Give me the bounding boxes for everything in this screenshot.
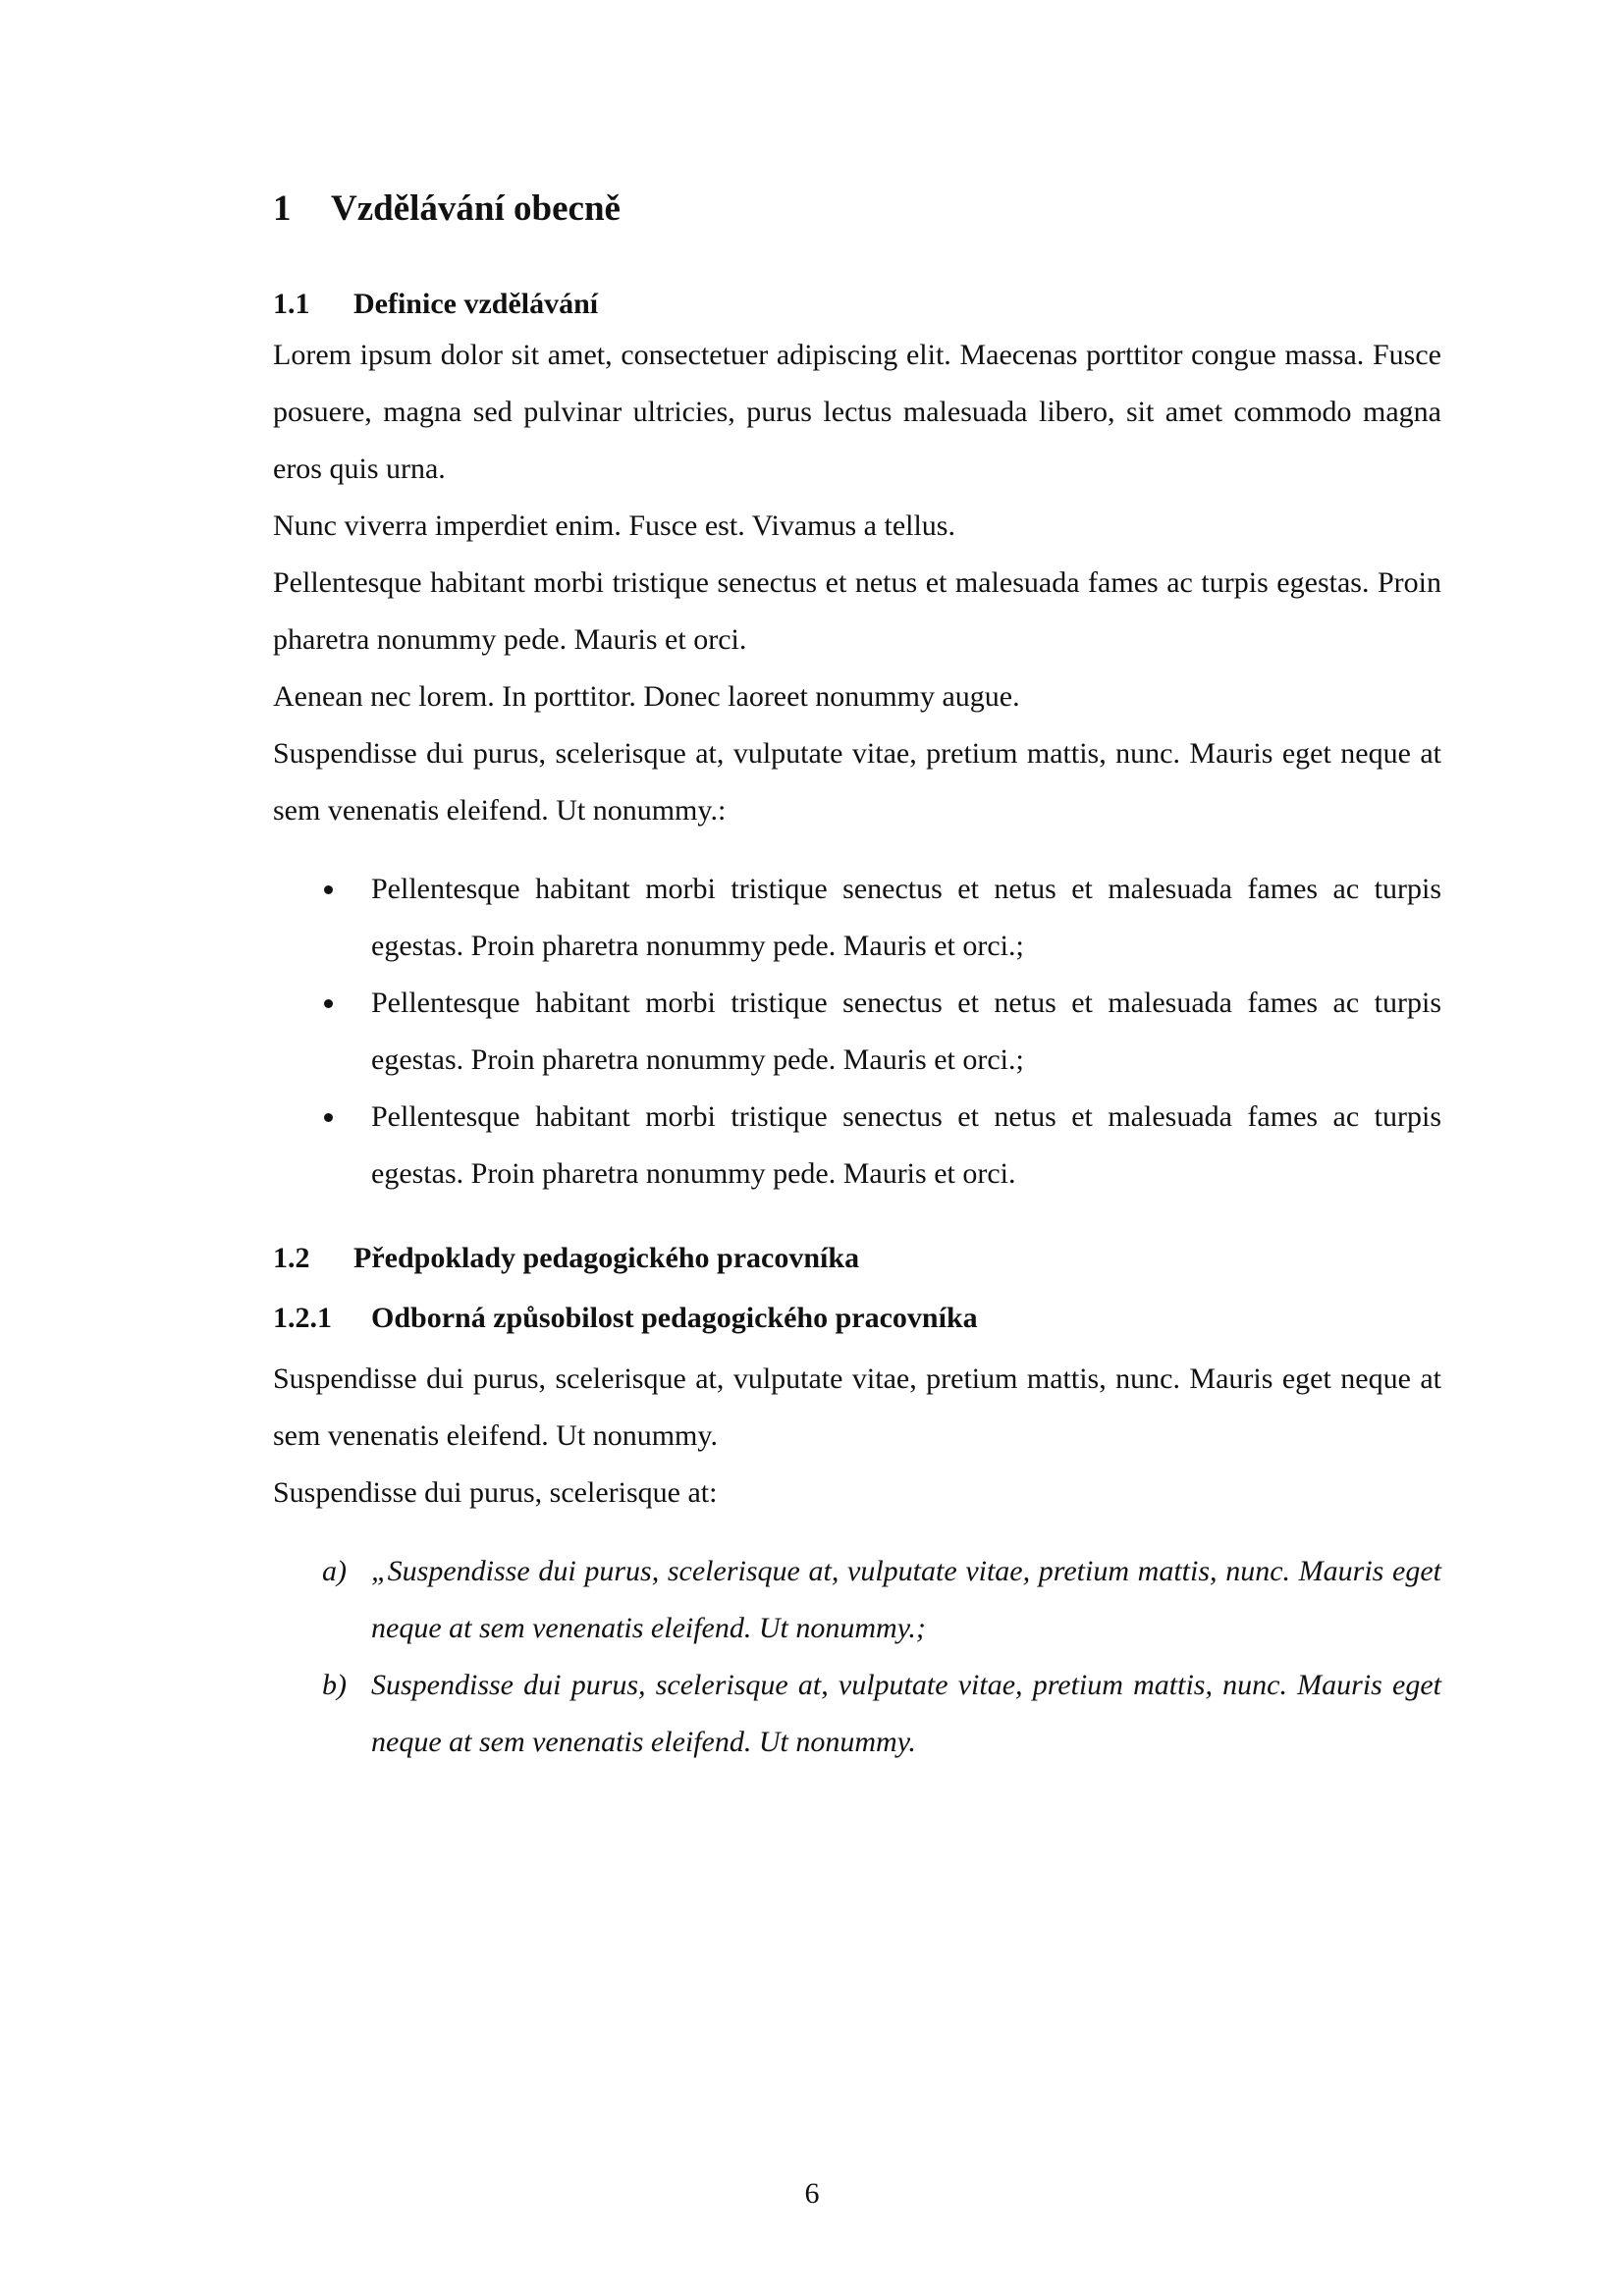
paragraph: Suspendisse dui purus, scelerisque at, vulputate vitae, pretium mattis, nunc. Mauris eget neque at sem venenatis eleifend. Ut nonummy.: [273, 737, 1441, 827]
paragraph: Suspendisse dui purus, scelerisque at, vulputate vitae, pretium mattis, nunc. Mauris eget neque at sem venenatis eleifend. Ut nonummy. [273, 1362, 1441, 1452]
paragraph: Suspendisse dui purus, scelerisque at: [273, 1476, 718, 1509]
chapter-title: Vzdělávání obecně [331, 188, 621, 229]
subsection-number: 1.2.1 [273, 1302, 332, 1334]
subsection-title: Odborná způsobilost pedagogického pracovníka [371, 1302, 978, 1334]
paragraph: Pellentesque habitant morbi tristique senectus et netus et malesuada fames ac turpis egestas. Proin pharetra nonummy pede. Mauris et orci. [273, 566, 1441, 656]
paragraph: Lorem ipsum dolor sit amet, consectetuer adipiscing elit. Maecenas porttitor congue massa. Fusce posuere, magna sed pulvinar ultricies, purus lectus malesuada libero, sit amet commodo magna eros quis urna. [273, 339, 1441, 485]
bullet-text: Pellentesque habitant morbi tristique senectus et netus et malesuada fames ac turpis egestas. Proin pharetra nonummy pede. Mauris et orci.; [371, 987, 1441, 1076]
lettered-list [273, 1543, 1441, 1771]
list-marker: a) [322, 1555, 347, 1587]
bullet-list-item [273, 1089, 1441, 1202]
chapter-heading [273, 185, 1441, 234]
list-marker: b) [322, 1669, 347, 1701]
bullet-icon [324, 885, 333, 894]
list-item-text: „Suspendisse dui purus, scelerisque at, vulputate vitae, pretium mattis, nunc. Mauris eget neque at sem venenatis eleifend. Ut nonummy.; [371, 1555, 1441, 1644]
list-item-text: Suspendisse dui purus, scelerisque at, vulputate vitae, pretium mattis, nunc. Mauris eget neque at sem venenatis eleifend. Ut nonummy. [371, 1669, 1441, 1758]
paragraph: Nunc viverra imperdiet enim. Fusce est. Vivamus a tellus. [273, 509, 955, 542]
bullet-list-item [273, 975, 1441, 1089]
lettered-list-item [273, 1657, 1441, 1771]
section-title: Předpoklady pedagogického pracovníka [353, 1242, 860, 1274]
page-number: 6 [804, 2177, 820, 2210]
section-title: Definice vzdělávání [353, 288, 599, 320]
bullet-text: Pellentesque habitant morbi tristique senectus et netus et malesuada fames ac turpis egestas. Proin pharetra nonummy pede. Mauris et orci.; [371, 873, 1441, 962]
section-heading-1-2 [273, 1236, 1441, 1281]
paragraph: Aenean nec lorem. In porttitor. Donec laoreet nonummy augue. [273, 680, 1020, 713]
bullet-icon [324, 1113, 333, 1122]
section-number: 1.2 [273, 1242, 310, 1274]
bullet-text: Pellentesque habitant morbi tristique senectus et netus et malesuada fames ac turpis egestas. Proin pharetra nonummy pede. Mauris et orci. [371, 1100, 1441, 1190]
bullet-list [273, 861, 1441, 1202]
bullet-icon [324, 999, 333, 1008]
subsection-heading-1-2-1 [273, 1296, 1441, 1341]
section-number: 1.1 [273, 288, 310, 320]
lettered-list-item [273, 1543, 1441, 1657]
bullet-list-item [273, 861, 1441, 975]
section-heading-1-1 [273, 282, 1441, 327]
chapter-number: 1 [273, 188, 292, 229]
page-content [273, 185, 1441, 1771]
